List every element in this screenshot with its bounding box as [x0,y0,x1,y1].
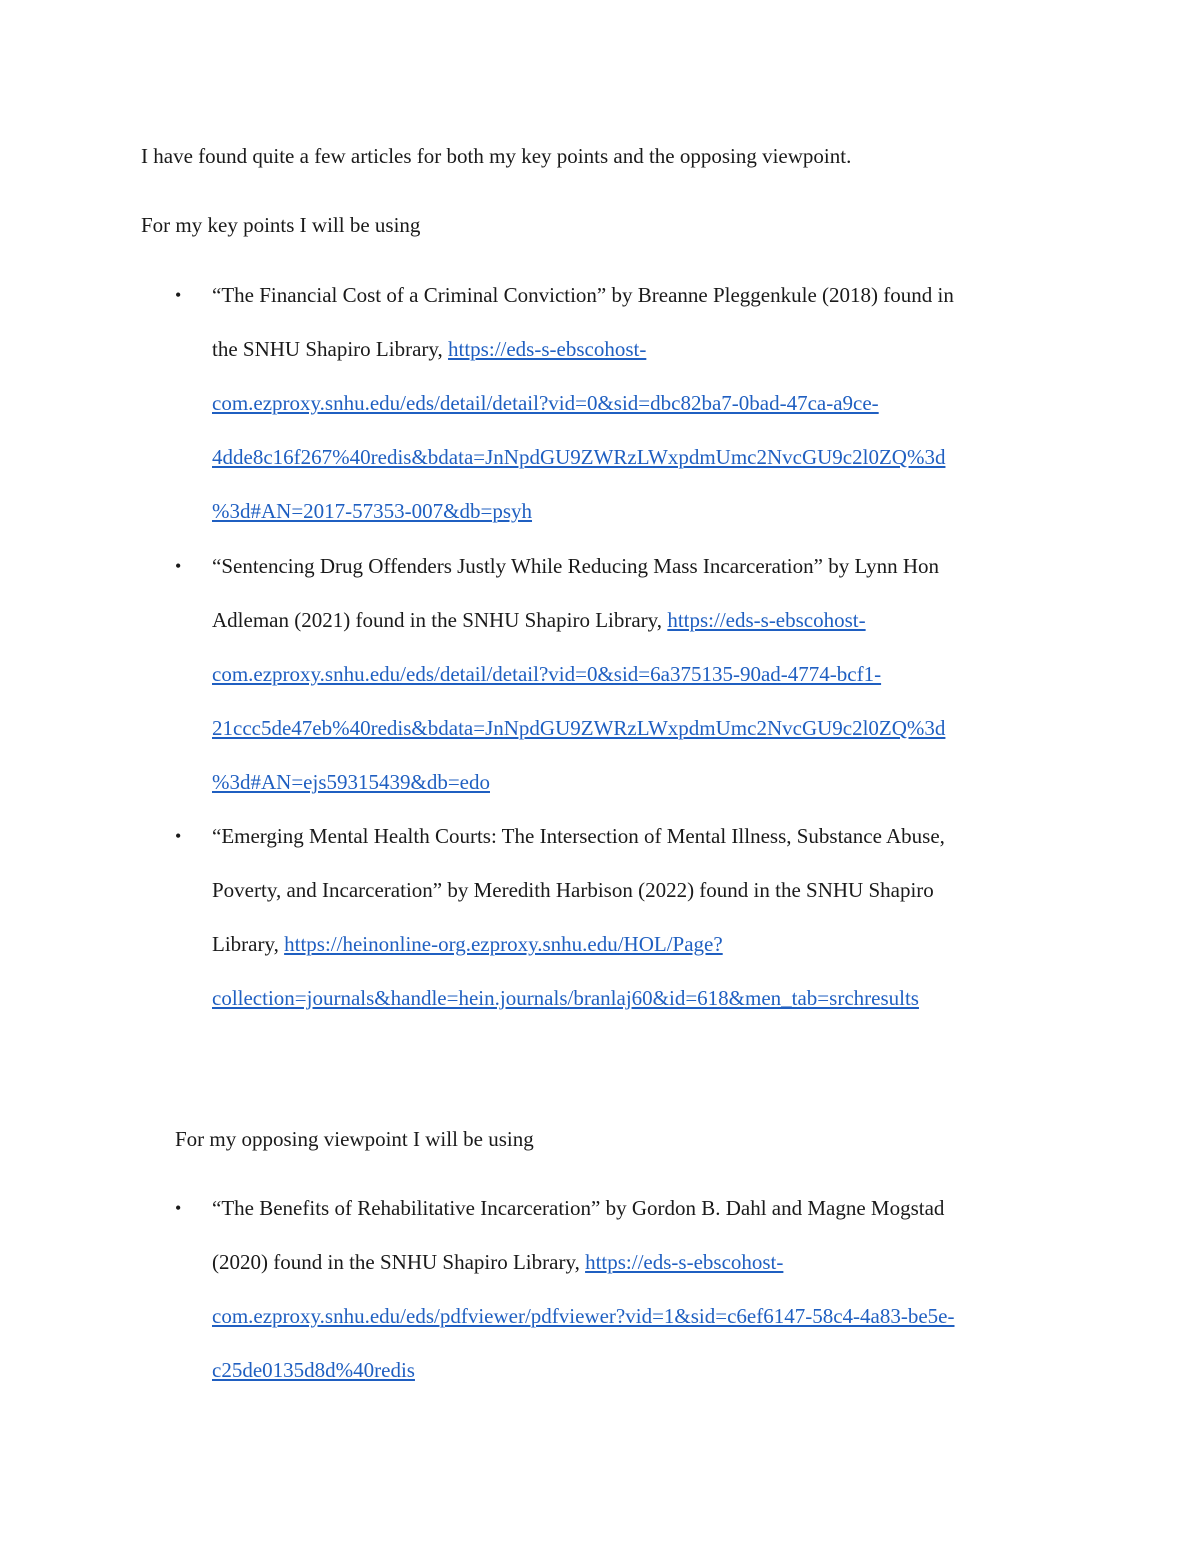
intro-paragraph: I have found quite a few articles for both my key points and the opposing viewpoint. [141,144,852,168]
source-link[interactable]: %3d#AN=2017-57353-007&db=psyh [212,499,533,523]
source-link[interactable]: https://heinonline-org.ezproxy.snhu.edu/HOL/Page? [284,932,723,956]
list-item-text: Poverty, and Incarceration” by Meredith Harbison (2022) found in the SNHU Shapiro [212,878,934,902]
source-link[interactable]: c25de0135d8d%40redis [212,1358,415,1382]
list-item-text-line [212,606,866,634]
source-link[interactable]: %3d#AN=ejs59315439&db=edo [212,770,490,794]
list-item-text: “The Benefits of Rehabilitative Incarceration” by Gordon B. Dahl and Magne Mogstad [212,1196,945,1220]
source-link[interactable]: 21ccc5de47eb%40redis&bdata=JnNpdGU9ZWRzLWxpdmUmc2NvcGU9c2l0ZQ%3d [212,716,946,740]
source-link-line [212,389,879,417]
list-item-text: Adleman (2021) found in the SNHU Shapiro Library, [212,608,668,632]
bullet-icon: • [175,285,182,305]
bullet-icon: • [175,826,182,846]
list-item-text-line [212,1248,783,1276]
bullet-icon: • [175,556,182,576]
source-link[interactable]: 4dde8c16f267%40redis&bdata=JnNpdGU9ZWRzLWxpdmUmc2NvcGU9c2l0ZQ%3d [212,445,946,469]
source-link[interactable]: collection=journals&handle=hein.journals/branlaj60&id=618&men_tab=srchresults [212,986,919,1010]
source-link-line [212,1356,415,1384]
source-link-line [212,768,490,796]
list-item-text: “The Financial Cost of a Criminal Conviction” by Breanne Pleggenkule (2018) found in [212,283,954,307]
source-link-line [212,1302,955,1330]
list-item-text: “Sentencing Drug Offenders Justly While Reducing Mass Incarceration” by Lynn Hon [212,554,940,578]
key-points-heading: For my key points I will be using [141,213,421,237]
list-item-text: “Emerging Mental Health Courts: The Intersection of Mental Illness, Substance Abuse, [212,824,945,848]
source-link[interactable]: com.ezproxy.snhu.edu/eds/detail/detail?vid=0&sid=dbc82ba7-0bad-47ca-a9ce- [212,391,879,415]
source-link-line [212,443,945,471]
source-link-line [212,984,919,1012]
opposing-viewpoint-heading: For my opposing viewpoint I will be using [175,1127,534,1151]
list-item-text-line [212,930,723,958]
source-link[interactable]: https://eds-s-ebscohost- [667,608,866,632]
source-link-line [212,714,945,742]
list-item-text-line [212,335,646,363]
source-link[interactable]: com.ezproxy.snhu.edu/eds/pdfviewer/pdfviewer?vid=1&sid=c6ef6147-58c4-4a83-be5e- [212,1304,955,1328]
bullet-icon: • [175,1198,182,1218]
source-link[interactable]: https://eds-s-ebscohost- [448,337,647,361]
list-item-text: Library, [212,932,285,956]
source-link-line [212,497,532,525]
source-link[interactable]: https://eds-s-ebscohost- [585,1250,784,1274]
list-item-text: the SNHU Shapiro Library, [212,337,449,361]
list-item-text: (2020) found in the SNHU Shapiro Library, [212,1250,586,1274]
source-link[interactable]: com.ezproxy.snhu.edu/eds/detail/detail?vid=0&sid=6a375135-90ad-4774-bcf1- [212,662,882,686]
source-link-line [212,660,881,688]
